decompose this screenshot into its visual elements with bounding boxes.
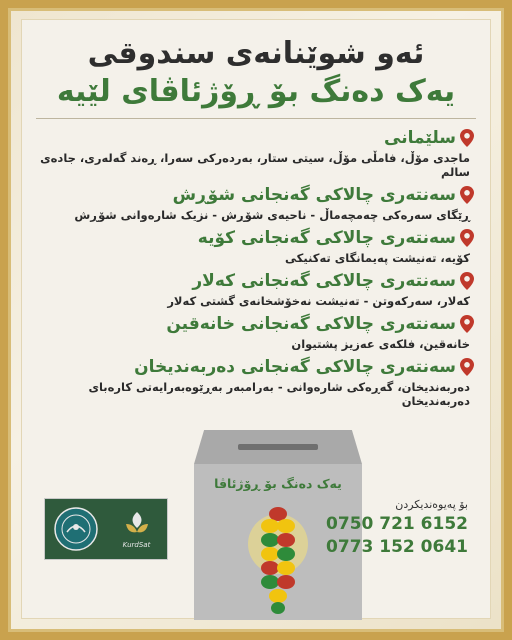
- location-title: سەنتەری چالاکی گەنجانی خانەقین: [166, 314, 456, 334]
- map-pin-icon: [460, 186, 474, 204]
- location-item: [28, 185, 474, 222]
- phone-number[interactable]: 0750 721 6152: [326, 514, 468, 534]
- poster-frame: [8, 8, 504, 632]
- kurdsat-leaf-icon: [122, 510, 152, 540]
- title-line-2: یەک دەنگ بۆ ڕۆژئاڤای لێیە: [56, 74, 456, 109]
- kurdsat-logo: [106, 499, 167, 559]
- organization-seal-logo: [45, 499, 106, 559]
- location-title: سلێمانی: [384, 128, 456, 148]
- location-address: کەلار، سەرکەوتن - تەنیشت نەخۆشخانەی گشتی کەلار: [167, 294, 470, 308]
- ballot-slot: [238, 444, 318, 450]
- poster-panel: [21, 19, 491, 619]
- location-item: [28, 357, 474, 408]
- location-title: سەنتەری چالاکی گەنجانی کەلار: [192, 271, 456, 291]
- divider: [36, 118, 476, 119]
- title-line-1: ئەو شوێنانەی سندوقی: [87, 36, 425, 71]
- location-address: دەربەندیخان، گەڕەکی شارەوانی - بەرامبەر بەڕێوەبەرایەتی کارەبای دەربەندیخان: [88, 380, 470, 408]
- contact-block: [326, 498, 468, 557]
- location-item: [28, 128, 474, 179]
- location-address: ڕێگای سەرەکی چەمچەماڵ - ناحیەی شۆڕش - نزیک شارەوانی شۆڕش: [74, 208, 470, 222]
- location-title: سەنتەری چالاکی گەنجانی دەربەندیخان: [134, 357, 456, 377]
- locations-list: [28, 128, 474, 414]
- location-item: [28, 228, 474, 265]
- location-title: سەنتەری چالاکی گەنجانی شۆڕش: [172, 185, 456, 205]
- map-pin-icon: [460, 272, 474, 290]
- contact-label: بۆ پەیوەندیکردن: [395, 498, 468, 511]
- sponsor-logos: [44, 498, 168, 560]
- location-address: کۆیە، تەنیشت پەیمانگای تەکنیکی: [285, 251, 470, 265]
- location-title: سەنتەری چالاکی گەنجانی کۆیە: [197, 228, 456, 248]
- location-address: خانەقین، فلکەی عەزیز پشتیوان: [291, 337, 470, 351]
- map-pin-icon: [460, 358, 474, 376]
- location-item: [28, 314, 474, 351]
- map-pin-icon: [460, 129, 474, 147]
- phone-number[interactable]: 0773 152 0641: [326, 537, 468, 557]
- kurdsat-label: KurdSat: [122, 540, 151, 549]
- ballot-box-text: یەک دەنگ بۆ ڕۆژئاڤا: [214, 476, 342, 491]
- map-pin-icon: [460, 229, 474, 247]
- seal-icon: [53, 506, 99, 552]
- map-pin-icon: [460, 315, 474, 333]
- location-address: ماجدی مۆڵ، فامڵی مۆڵ، سیتی ستار، بەردەرکی سەرا، ڕەند گەلەری، جادەی سالم: [40, 151, 470, 179]
- braid-icon: [246, 504, 310, 620]
- location-item: [28, 271, 474, 308]
